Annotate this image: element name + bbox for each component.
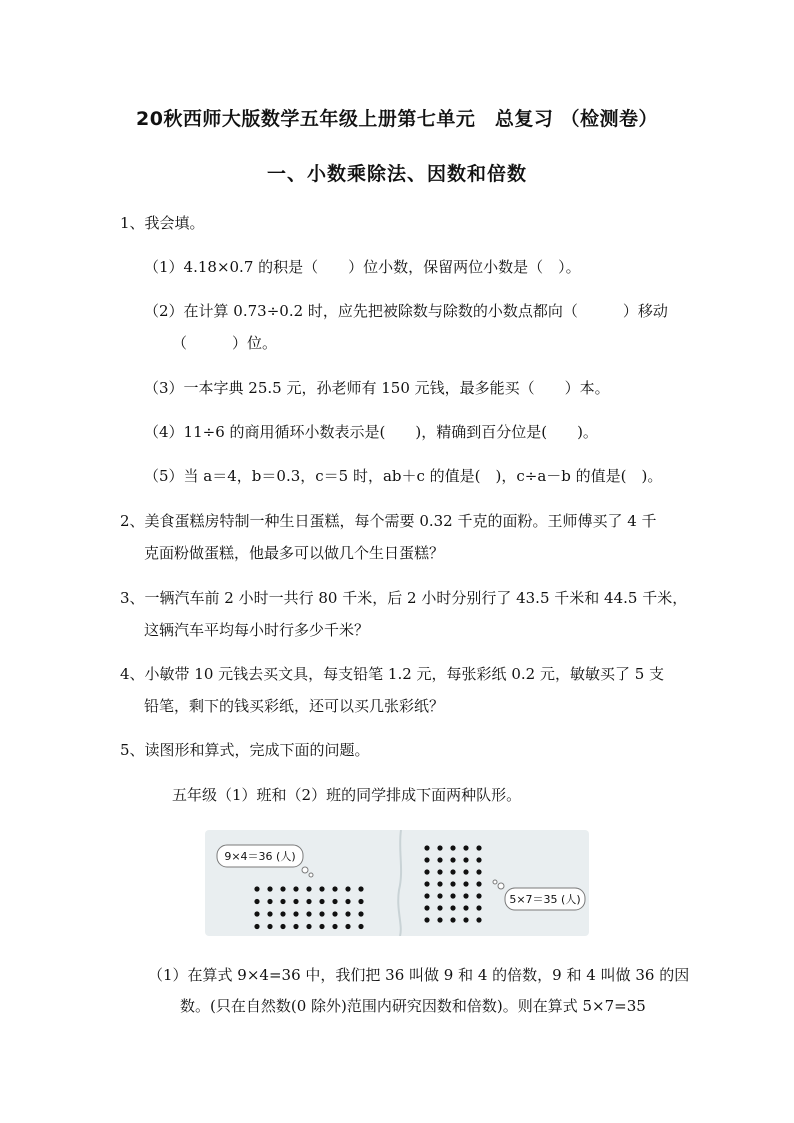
formation-dot: [437, 917, 442, 922]
formation-dot: [424, 905, 429, 910]
formation-dot: [293, 886, 298, 891]
formation-dot: [280, 911, 285, 916]
formation-dot: [306, 899, 311, 904]
formation-dot: [332, 886, 337, 891]
formation-dot: [476, 869, 481, 874]
formation-dot: [476, 845, 481, 850]
formation-dot: [293, 911, 298, 916]
formation-dot: [345, 924, 350, 929]
formation-dot: [293, 899, 298, 904]
question-2-line-2: 克面粉做蛋糕，他最多可以做几个生日蛋糕？: [144, 544, 445, 562]
formation-dot: [306, 924, 311, 929]
right-dot-formation: [424, 845, 481, 922]
formation-dot: [280, 899, 285, 904]
formation-dot: [463, 893, 468, 898]
formation-dot: [358, 886, 363, 891]
formation-dot: [437, 905, 442, 910]
formation-dot: [306, 886, 311, 891]
formation-dot: [424, 857, 429, 862]
formation-dot: [345, 911, 350, 916]
question-1-heading: 1、我会填。: [120, 214, 205, 232]
formation-dot: [424, 917, 429, 922]
formation-figure: [205, 830, 589, 936]
formation-dot: [280, 924, 285, 929]
question-1-item-4: （4）11÷6 的商用循环小数表示是( )，精确到百分位是( )。: [144, 423, 598, 441]
formation-dot: [358, 924, 363, 929]
formation-dot: [424, 881, 429, 886]
formation-dot: [450, 905, 455, 910]
formation-dot: [345, 886, 350, 891]
question-5-part-1-line-1: （1）在算式 9×4=36 中，我们把 36 叫做 9 和 4 的倍数，9 和 4 叫做 36 的因: [148, 966, 690, 984]
formation-dot: [463, 845, 468, 850]
formation-dot: [424, 845, 429, 850]
formation-dot: [319, 924, 324, 929]
formation-dot: [319, 911, 324, 916]
formation-dot: [463, 857, 468, 862]
formation-dot: [254, 911, 259, 916]
formation-dot: [319, 886, 324, 891]
left-dot-formation: [254, 886, 363, 929]
formation-dot: [450, 893, 455, 898]
formation-dot: [254, 899, 259, 904]
formation-dot: [358, 911, 363, 916]
formation-dot: [306, 911, 311, 916]
formation-dot: [332, 899, 337, 904]
formation-dot: [332, 924, 337, 929]
formation-dot: [254, 924, 259, 929]
formation-dot: [437, 869, 442, 874]
formation-dot: [424, 869, 429, 874]
formation-dot: [450, 917, 455, 922]
formation-dot: [254, 886, 259, 891]
formation-illustration: [205, 830, 589, 936]
question-3-line-1: 3、一辆汽车前 2 小时一共行 80 千米，后 2 小时分别行了 43.5 千米和 44.5 千米，: [120, 589, 688, 607]
formation-dot: [358, 899, 363, 904]
question-1-item-2-continued: （ ）位。: [172, 334, 278, 352]
question-1-item-3: （3）一本字典 25.5 元，孙老师有 150 元钱，最多能买（ ）本。: [144, 379, 610, 397]
formation-dot: [476, 893, 481, 898]
formation-dot: [463, 881, 468, 886]
question-5-part-1-line-2: 数。(只在自然数(0 除外)范围内研究因数和倍数)。则在算式 5×7=35: [180, 997, 646, 1015]
question-1-item-2: （2）在计算 0.73÷0.2 时，应先把被除数与除数的小数点都向（ ）移动: [144, 302, 668, 320]
formation-dot: [267, 886, 272, 891]
formation-dot: [332, 911, 337, 916]
formation-dot: [463, 869, 468, 874]
formation-dot: [450, 869, 455, 874]
formation-dot: [450, 857, 455, 862]
section-heading: 一、小数乘除法、因数和倍数: [266, 163, 527, 185]
question-4-line-1: 4、小敏带 10 元钱去买文具，每支铅笔 1.2 元，每张彩纸 0.2 元，敏敏买了 5 支: [120, 665, 665, 683]
document-title: 20秋西师大版数学五年级上册第七单元 总复习 （检测卷）: [135, 108, 659, 130]
formation-dot: [267, 899, 272, 904]
formation-dot: [476, 881, 481, 886]
right-thought-bubble: [493, 880, 585, 910]
formation-dot: [345, 899, 350, 904]
formation-dot: [476, 917, 481, 922]
formation-dot: [319, 899, 324, 904]
formation-dot: [463, 917, 468, 922]
formation-dot: [267, 911, 272, 916]
question-4-line-2: 铅笔，剩下的钱买彩纸，还可以买几张彩纸？: [144, 697, 445, 715]
question-5-heading: 5、读图形和算式，完成下面的问题。: [120, 741, 370, 759]
question-1-item-5: （5）当 a＝4，b＝0.3，c＝5 时，ab＋c 的值是( )，c÷a－b 的值是( )。: [144, 467, 663, 485]
formation-dot: [437, 857, 442, 862]
formation-dot: [476, 905, 481, 910]
question-3-line-2: 这辆汽车平均每小时行多少千米？: [144, 621, 370, 639]
left-bubble-text: 9×4＝36 (人): [224, 850, 296, 863]
formation-dot: [437, 881, 442, 886]
formation-dot: [437, 845, 442, 850]
formation-dot: [463, 905, 468, 910]
left-thought-bubble: [217, 845, 313, 877]
question-1-item-1: （1）4.18×0.7 的积是（ ）位小数，保留两位小数是（ ）。: [144, 258, 581, 276]
formation-dot: [437, 893, 442, 898]
question-2-line-1: 2、美食蛋糕房特制一种生日蛋糕，每个需要 0.32 千克的面粉。王师傅买了 4 千: [120, 512, 657, 530]
right-bubble-text: 5×7＝35 (人): [509, 893, 581, 906]
formation-dot: [267, 924, 272, 929]
formation-dot: [293, 924, 298, 929]
formation-dot: [450, 845, 455, 850]
formation-dot: [424, 893, 429, 898]
formation-dot: [450, 881, 455, 886]
formation-dot: [280, 886, 285, 891]
question-5-intro: 五年级（1）班和（2）班的同学排成下面两种队形。: [172, 786, 522, 804]
formation-dot: [476, 857, 481, 862]
